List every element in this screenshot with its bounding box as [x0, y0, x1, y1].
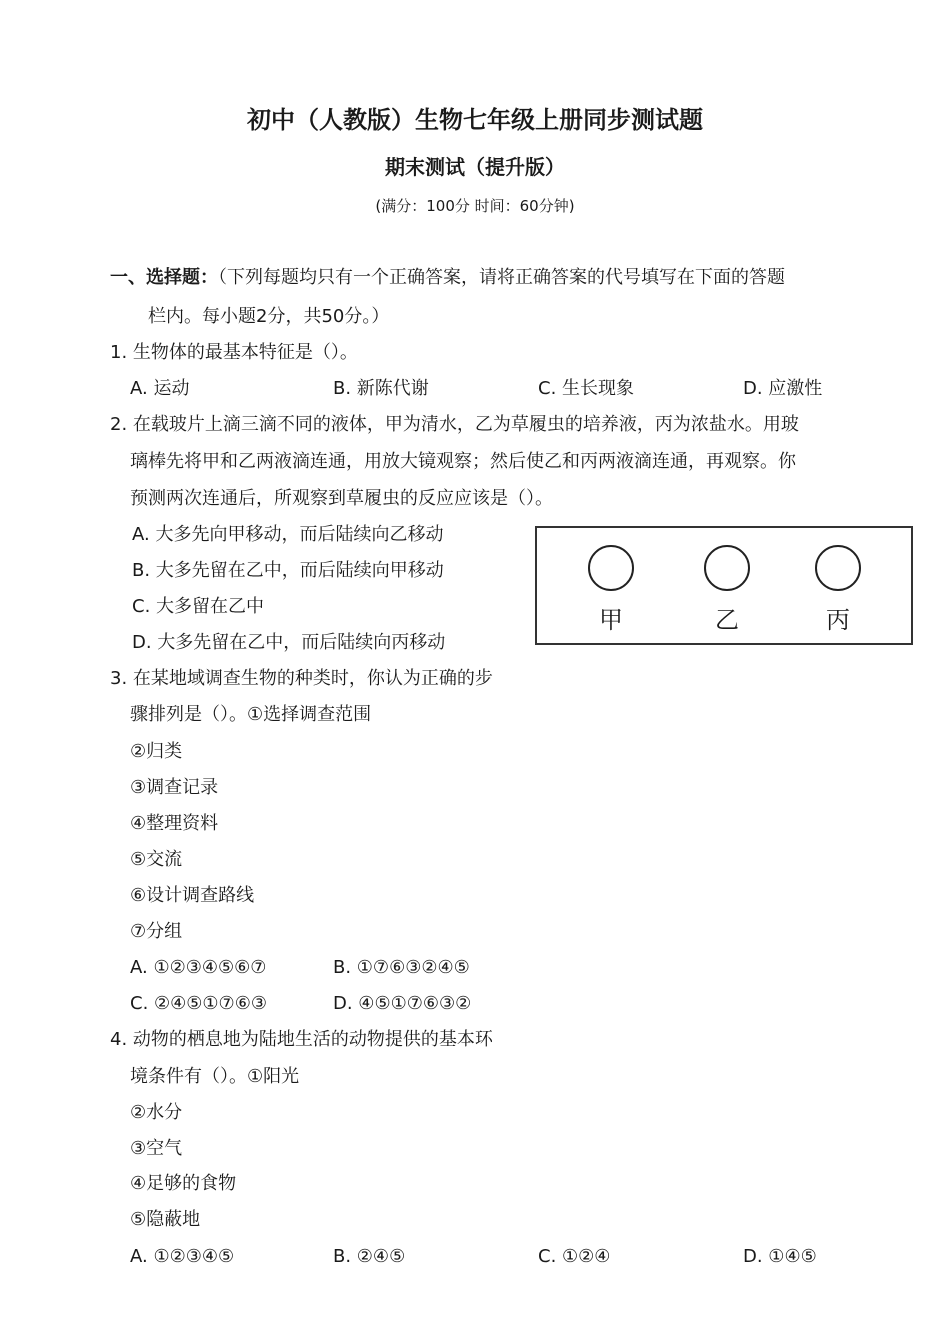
q3-step-3: ③调查记录: [130, 777, 219, 798]
q4-option-d: D. ①④⑤: [743, 1246, 817, 1267]
question-4-stem-line2: 境条件有（）。①阳光: [130, 1066, 300, 1087]
q4-option-c: C. ①②④: [538, 1246, 611, 1267]
question-4-stem-line1: 4. 动物的栖息地为陆地生活的动物提供的基本环: [110, 1029, 493, 1050]
q3-step-4: ④整理资料: [130, 813, 219, 834]
liquid-drops-figure: [535, 526, 913, 645]
q3-option-b: B. ①⑦⑥③②④⑤: [333, 957, 470, 978]
q2-option-b: B. 大多先留在乙中，而后陆续向甲移动: [132, 560, 444, 581]
q4-option-b: B. ②④⑤: [333, 1246, 406, 1267]
q4-condition-2: ②水分: [130, 1102, 183, 1123]
page-title: 初中（人教版）生物七年级上册同步测试题: [247, 106, 703, 134]
q3-step-5: ⑤交流: [130, 849, 183, 870]
drop-bing-circle: [815, 545, 861, 591]
q3-option-d: D. ④⑤①⑦⑥③②: [333, 993, 472, 1014]
question-2-stem-line2: 璃棒先将甲和乙两液滴连通，用放大镜观察；然后使乙和丙两液滴连通，再观察。你: [130, 451, 796, 472]
q1-option-b: B. 新陈代谢: [333, 378, 429, 399]
q3-step-7: ⑦分组: [130, 921, 183, 942]
question-3-stem-line2: 骤排列是（）。①选择调查范围: [130, 704, 372, 725]
q1-option-c: C. 生长现象: [538, 378, 635, 399]
drop-yi-circle: [704, 545, 750, 591]
drop-yi-label: 乙: [715, 606, 739, 634]
q4-option-a: A. ①②③④⑤: [130, 1246, 235, 1267]
question-3-stem-line1: 3. 在某地域调查生物的种类时，你认为正确的步: [110, 668, 493, 689]
q3-option-c: C. ②④⑤①⑦⑥③: [130, 993, 267, 1014]
q2-option-a: A. 大多先向甲移动，而后陆续向乙移动: [132, 524, 444, 545]
q4-condition-4: ④足够的食物: [130, 1173, 237, 1194]
page-subtitle: 期末测试（提升版）: [385, 155, 565, 179]
q3-option-a: A. ①②③④⑤⑥⑦: [130, 957, 267, 978]
question-2-stem-line1: 2. 在载玻片上滴三滴不同的液体，甲为清水，乙为草履虫的培养液，丙为浓盐水。用玻: [110, 414, 799, 435]
section-instruction-cont: 栏内。每小题2分，共50分。）: [148, 306, 390, 327]
drop-jia-circle: [588, 545, 634, 591]
q4-condition-5: ⑤隐蔽地: [130, 1209, 201, 1230]
q3-step-2: ②归类: [130, 741, 183, 762]
section-heading: 一、选择题：: [110, 267, 218, 288]
section-heading-row: [110, 266, 785, 290]
q1-option-a: A. 运动: [130, 378, 190, 399]
section-instruction: （下列每题均只有一个正确答案，请将正确答案的代号填写在下面的答题: [218, 267, 785, 288]
q2-option-c: C. 大多留在乙中: [132, 596, 265, 617]
q1-option-d: D. 应激性: [743, 378, 823, 399]
q4-condition-3: ③空气: [130, 1138, 183, 1159]
drop-bing-label: 丙: [826, 606, 850, 634]
drop-jia-label: 甲: [599, 606, 623, 634]
q2-option-d: D. 大多先留在乙中，而后陆续向丙移动: [132, 632, 446, 653]
question-2-stem-line3: 预测两次连通后，所观察到草履虫的反应应该是（）。: [130, 488, 553, 509]
question-1-stem: 1. 生物体的最基本特征是（）。: [110, 342, 358, 363]
exam-meta: (满分：100分 时间：60分钟): [375, 197, 575, 215]
q3-step-6: ⑥设计调查路线: [130, 885, 255, 906]
